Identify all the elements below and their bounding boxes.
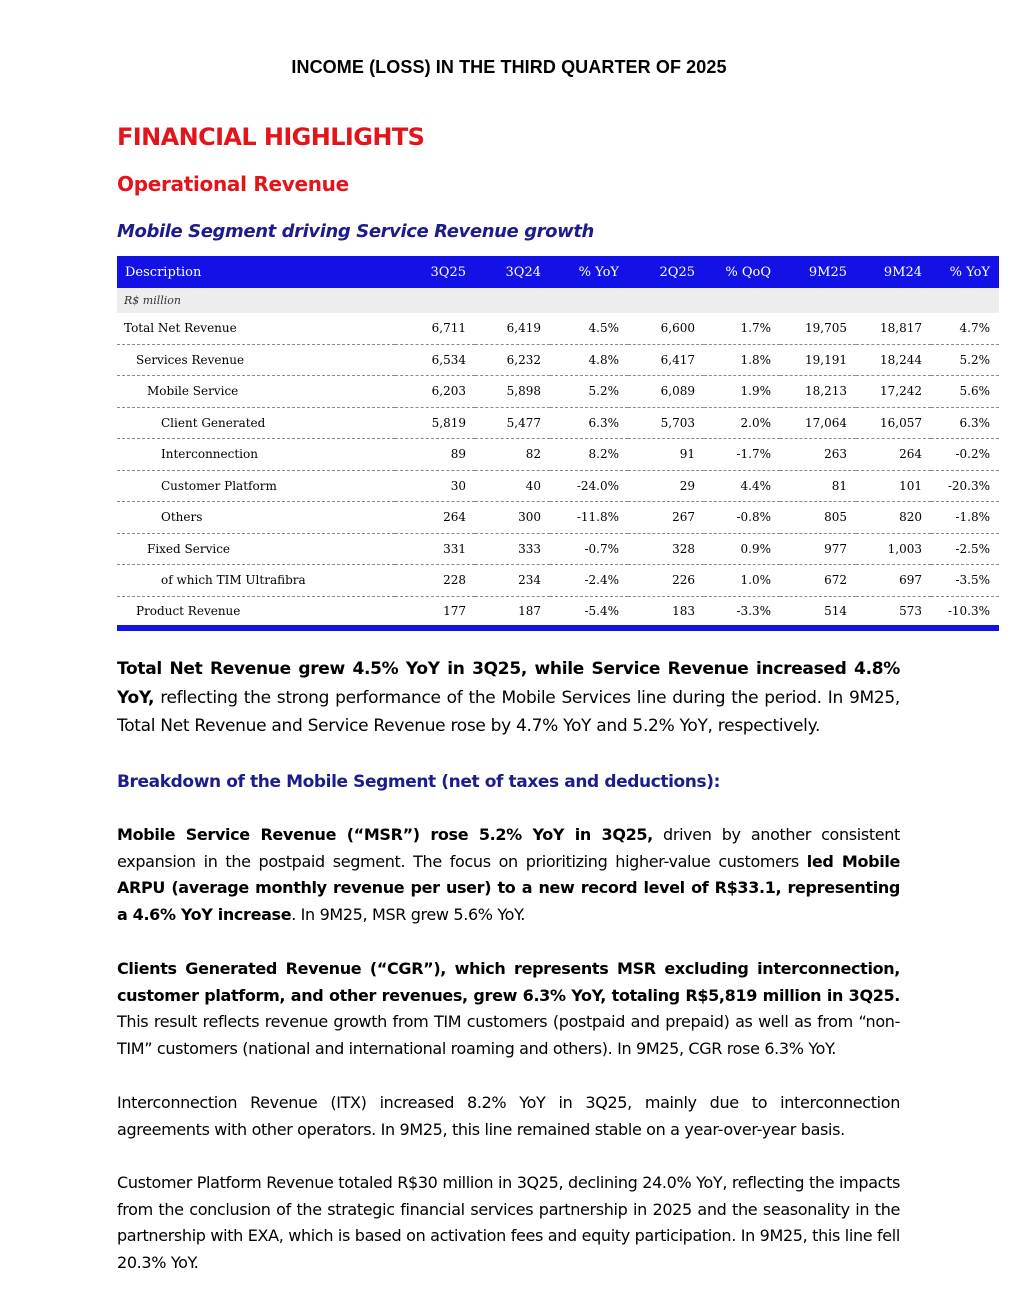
paragraph-bold: Mobile Service Revenue (“MSR”) rose 5.2% YoY in 3Q25, [117, 825, 653, 844]
paragraph-text: . In 9M25, MSR grew 5.6% YoY. [291, 905, 526, 925]
column-header: 9M24 [856, 256, 931, 288]
cell-value: 101 [856, 470, 931, 502]
cell-value: 5,477 [475, 407, 550, 439]
cell-value: 6,600 [628, 313, 704, 344]
row-label: Product Revenue [117, 596, 395, 628]
cell-value: 8.2% [550, 439, 628, 471]
cell-value: -3.5% [931, 565, 999, 597]
row-label: Fixed Service [117, 533, 395, 565]
cell-value: 328 [628, 533, 704, 565]
section-heading: FINANCIAL HIGHLIGHTS [117, 123, 425, 151]
cell-value: 514 [780, 596, 856, 628]
cell-value: 331 [395, 533, 475, 565]
cell-value: 187 [475, 596, 550, 628]
cell-value: 6,232 [475, 344, 550, 376]
cell-value: 5,819 [395, 407, 475, 439]
column-header: 2Q25 [628, 256, 704, 288]
cell-value: 4.4% [704, 470, 780, 502]
cell-value: 6,711 [395, 313, 475, 344]
cell-value: 30 [395, 470, 475, 502]
cell-value: 820 [856, 502, 931, 534]
cell-value: -5.4% [550, 596, 628, 628]
cell-value: 91 [628, 439, 704, 471]
cell-value: -0.7% [550, 533, 628, 565]
table-row [117, 439, 999, 471]
paragraph-total-revenue [117, 655, 900, 741]
cell-value: 573 [856, 596, 931, 628]
cell-value: 19,705 [780, 313, 856, 344]
cell-value: 5.2% [931, 344, 999, 376]
cell-value: -1.7% [704, 439, 780, 471]
column-header: Description [117, 256, 395, 288]
cell-value: 263 [780, 439, 856, 471]
cell-value: 19,191 [780, 344, 856, 376]
cell-value: 5,898 [475, 376, 550, 408]
row-label: Total Net Revenue [117, 313, 395, 344]
cell-value: -24.0% [550, 470, 628, 502]
cell-value: -2.5% [931, 533, 999, 565]
cell-value: 81 [780, 470, 856, 502]
cell-value: 1.8% [704, 344, 780, 376]
paragraph-bold: led Mobile ARPU (average monthly revenue per user) to a new record level of R$33.1, representing a 4.6% YoY increase [117, 851, 900, 925]
cell-value: 234 [475, 565, 550, 597]
cell-value: 5,703 [628, 407, 704, 439]
table-row [117, 313, 999, 344]
cell-value: 264 [856, 439, 931, 471]
cell-value: 228 [395, 565, 475, 597]
column-header: 3Q24 [475, 256, 550, 288]
paragraph-msr [117, 822, 900, 929]
cell-value: 89 [395, 439, 475, 471]
cell-value: 177 [395, 596, 475, 628]
unit-row [117, 288, 999, 313]
cell-value: 1.9% [704, 376, 780, 408]
subsection-heading: Operational Revenue [117, 172, 349, 196]
table-row [117, 344, 999, 376]
table-row [117, 407, 999, 439]
cell-value: 264 [395, 502, 475, 534]
revenue-table [117, 256, 999, 631]
row-label: Others [117, 502, 395, 534]
paragraph-text: driven by another consistent expansion in the postpaid segment. The focus on prioritizing higher-value customers [117, 825, 900, 871]
paragraph-text: reflecting the strong performance of the Mobile Services line during the period. In 9M25, Total Net Revenue and Service Revenue rose by 4.7% YoY and 5.2% YoY, respectively. [117, 687, 900, 736]
cell-value: 0.9% [704, 533, 780, 565]
table-row [117, 565, 999, 597]
breakdown-heading: Breakdown of the Mobile Segment (net of taxes and deductions): [117, 772, 720, 792]
cell-value: 300 [475, 502, 550, 534]
cell-value: 333 [475, 533, 550, 565]
column-header: % YoY [550, 256, 628, 288]
cell-value: 4.5% [550, 313, 628, 344]
cell-value: 1,003 [856, 533, 931, 565]
cell-value: -11.8% [550, 502, 628, 534]
cell-value: 183 [628, 596, 704, 628]
row-label: Customer Platform [117, 470, 395, 502]
table-caption: Mobile Segment driving Service Revenue growth [117, 221, 594, 242]
paragraph-customer-platform: Customer Platform Revenue totaled R$30 million in 3Q25, declining 24.0% YoY, reflecting the impacts from the conclusion of the strategic financial services partnership in 2025 and the seasonality in the partnership with EXA, which is based on activation fees and equity participation. In 9M25, this line fell 20.3% YoY. [117, 1173, 900, 1273]
cell-value: 6.3% [931, 407, 999, 439]
cell-value: 5.2% [550, 376, 628, 408]
row-label: Interconnection [117, 439, 395, 471]
cell-value: 18,244 [856, 344, 931, 376]
unit-label: R$ million [117, 288, 395, 313]
column-header: % YoY [931, 256, 999, 288]
table-row [117, 596, 999, 628]
cell-value: 4.7% [931, 313, 999, 344]
cell-value: 672 [780, 565, 856, 597]
cell-value: 226 [628, 565, 704, 597]
cell-value: 18,213 [780, 376, 856, 408]
row-label: of which TIM Ultrafibra [117, 565, 395, 597]
column-header: % QoQ [704, 256, 780, 288]
cell-value: 1.7% [704, 313, 780, 344]
cell-value: 6,417 [628, 344, 704, 376]
cell-value: -2.4% [550, 565, 628, 597]
cell-value: 5.6% [931, 376, 999, 408]
cell-value: 6,534 [395, 344, 475, 376]
cell-value: 18,817 [856, 313, 931, 344]
cell-value: 40 [475, 470, 550, 502]
cell-value: -20.3% [931, 470, 999, 502]
cell-value: -10.3% [931, 596, 999, 628]
table-row [117, 470, 999, 502]
cell-value: -0.8% [704, 502, 780, 534]
cell-value: -0.2% [931, 439, 999, 471]
row-label: Mobile Service [117, 376, 395, 408]
table-row [117, 376, 999, 408]
paragraph-text: This result reflects revenue growth from TIM customers (postpaid and prepaid) as well as from “non-TIM” customers (national and international roaming and others). In 9M25, CGR rose 6.3% YoY. [117, 1012, 900, 1059]
cell-value: 1.0% [704, 565, 780, 597]
cell-value: -1.8% [931, 502, 999, 534]
cell-value: 6,089 [628, 376, 704, 408]
cell-value: 697 [856, 565, 931, 597]
cell-value: 29 [628, 470, 704, 502]
cell-value: 267 [628, 502, 704, 534]
cell-value: 82 [475, 439, 550, 471]
table-row [117, 502, 999, 534]
table-header-row [117, 256, 999, 288]
table-row [117, 533, 999, 565]
cell-value: 6.3% [550, 407, 628, 439]
paragraph-bold: Clients Generated Revenue (“CGR”), which represents MSR excluding interconnection, customer platform, and other revenues, grew 6.3% YoY, totaling R$5,819 million in 3Q25. [117, 959, 900, 1005]
cell-value: 805 [780, 502, 856, 534]
cell-value: 16,057 [856, 407, 931, 439]
cell-value: 17,242 [856, 376, 931, 408]
row-label: Services Revenue [117, 344, 395, 376]
column-header: 3Q25 [395, 256, 475, 288]
cell-value: 6,203 [395, 376, 475, 408]
cell-value: 2.0% [704, 407, 780, 439]
paragraph-cgr [117, 956, 900, 1063]
paragraph-bold: Total Net Revenue grew 4.5% YoY in 3Q25, while Service Revenue increased 4.8% YoY, [117, 659, 900, 708]
cell-value: -3.3% [704, 596, 780, 628]
cell-value: 4.8% [550, 344, 628, 376]
row-label: Client Generated [117, 407, 395, 439]
cell-value: 977 [780, 533, 856, 565]
column-header: 9M25 [780, 256, 856, 288]
document-title: INCOME (LOSS) IN THE THIRD QUARTER OF 2025 [291, 57, 727, 77]
cell-value: 17,064 [780, 407, 856, 439]
paragraph-itx: Interconnection Revenue (ITX) increased 8.2% YoY in 3Q25, mainly due to interconnection agreements with other operators. In 9M25, this line remained stable on a year-over-year basis. [117, 1093, 900, 1139]
cell-value: 6,419 [475, 313, 550, 344]
